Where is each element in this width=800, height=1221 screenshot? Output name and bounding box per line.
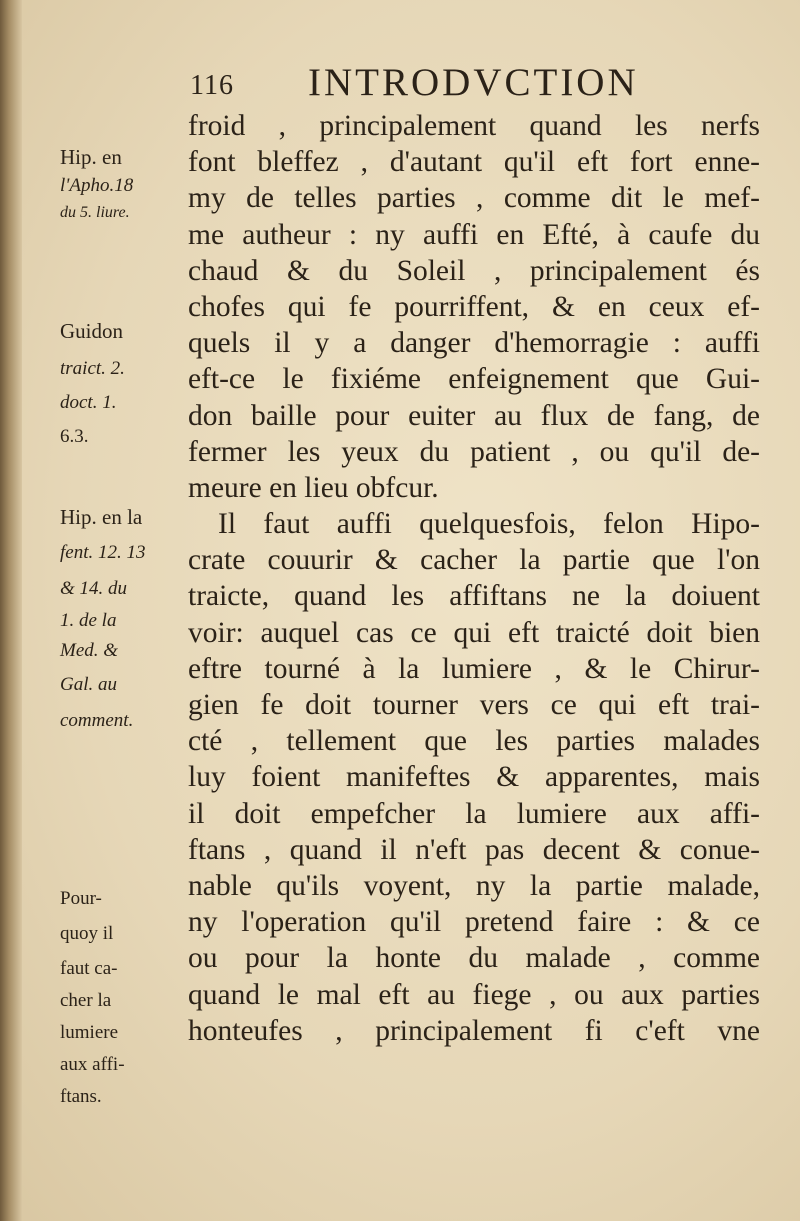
margin-note-line: faut ca- (60, 958, 118, 979)
text-line: froid , principalement quand les nerfs (188, 110, 760, 142)
margin-note-line: lumiere (60, 1022, 119, 1043)
margin-note-line: traict. 2. (60, 358, 125, 379)
text-line: luy foient manifeftes & apparentes, mais (188, 761, 760, 794)
text-line: eft-ce le fixiéme enfeignement que Gui- (188, 363, 760, 396)
margin-note-line: cher la (60, 990, 112, 1011)
margin-note-line: doct. 1. (60, 392, 117, 413)
margin-note-line: Hip. en la (60, 505, 143, 529)
text-line: my de telles parties , comme dit le mef- (188, 182, 760, 215)
text-line: quand le mal eft au fiege , ou aux parties (188, 978, 760, 1011)
text-line: voir: auquel cas ce qui eft traicté doit bien (188, 616, 760, 649)
text-line: fermer les yeux du patient , ou qu'il de- (188, 435, 760, 468)
margin-note-line: Guidon (60, 319, 123, 343)
text-line: me autheur : ny auffi en Efté, à caufe du (188, 218, 760, 251)
running-title: INTRODVCTION (308, 61, 639, 104)
text-line: eftre tourné à la lumiere , & le Chirur- (188, 652, 760, 685)
margin-note-line: fent. 12. 13 (60, 542, 146, 563)
text-line: gien fe doit tourner vers ce qui eft trai- (188, 689, 760, 721)
page-gutter (0, 0, 22, 1221)
text-line: font bleffez , d'autant qu'il eft fort enne- (188, 146, 760, 179)
text-line: ou pour la honte du malade , comme (188, 942, 760, 975)
margin-note-line: & 14. du (60, 578, 128, 599)
margin-note-line: comment. (60, 710, 134, 731)
margin-note-line: aux affi- (60, 1054, 125, 1075)
page-header (190, 58, 750, 104)
text-line: honteufes , principalement fi c'eft vne (188, 1014, 760, 1047)
margin-note-line: l'Apho.18 (60, 175, 134, 196)
text-line: ny l'operation qu'il pretend faire : & ce (188, 906, 760, 939)
text-line: Il faut auffi quelquesfois, felon Hipo- (218, 508, 760, 541)
page-number: 116 (190, 70, 234, 101)
margin-note-line: quoy il (60, 923, 114, 944)
margin-note-line: Med. & (60, 640, 119, 661)
margin-note-line: Pour- (60, 888, 102, 909)
margin-note-line: du 5. liure. (60, 204, 130, 221)
text-line: traicte, quand les affiftans ne la doiuent (188, 580, 760, 613)
text-line: il doit empefcher la lumiere aux affi- (188, 797, 760, 830)
body-text (188, 108, 760, 1049)
text-line: chaud & du Soleil , principalement és (188, 254, 760, 287)
text-line: crate couurir & cacher la partie que l'on (188, 544, 760, 577)
margin-note-line: Gal. au (60, 674, 117, 695)
text-line: ftans , quand il n'eft pas decent & conue- (188, 833, 760, 866)
margin-note-line: Hip. en (60, 145, 122, 169)
margin-note-line: ftans. (60, 1086, 102, 1107)
text-line: quels il y a danger d'hemorragie : auffi (188, 327, 760, 360)
text-line: nable qu'ils voyent, ny la partie malade, (188, 869, 760, 902)
text-line: chofes qui fe pourriffent, & en ceux ef- (188, 290, 760, 323)
margin-note-line: 1. de la (60, 610, 117, 631)
text-line: meure en lieu obfcur. (188, 471, 439, 504)
margin-note-line: 6.3. (60, 426, 89, 447)
text-line: cté , tellement que les parties malades (188, 725, 760, 758)
text-line: don baille pour euiter au flux de fang, de (188, 399, 760, 432)
